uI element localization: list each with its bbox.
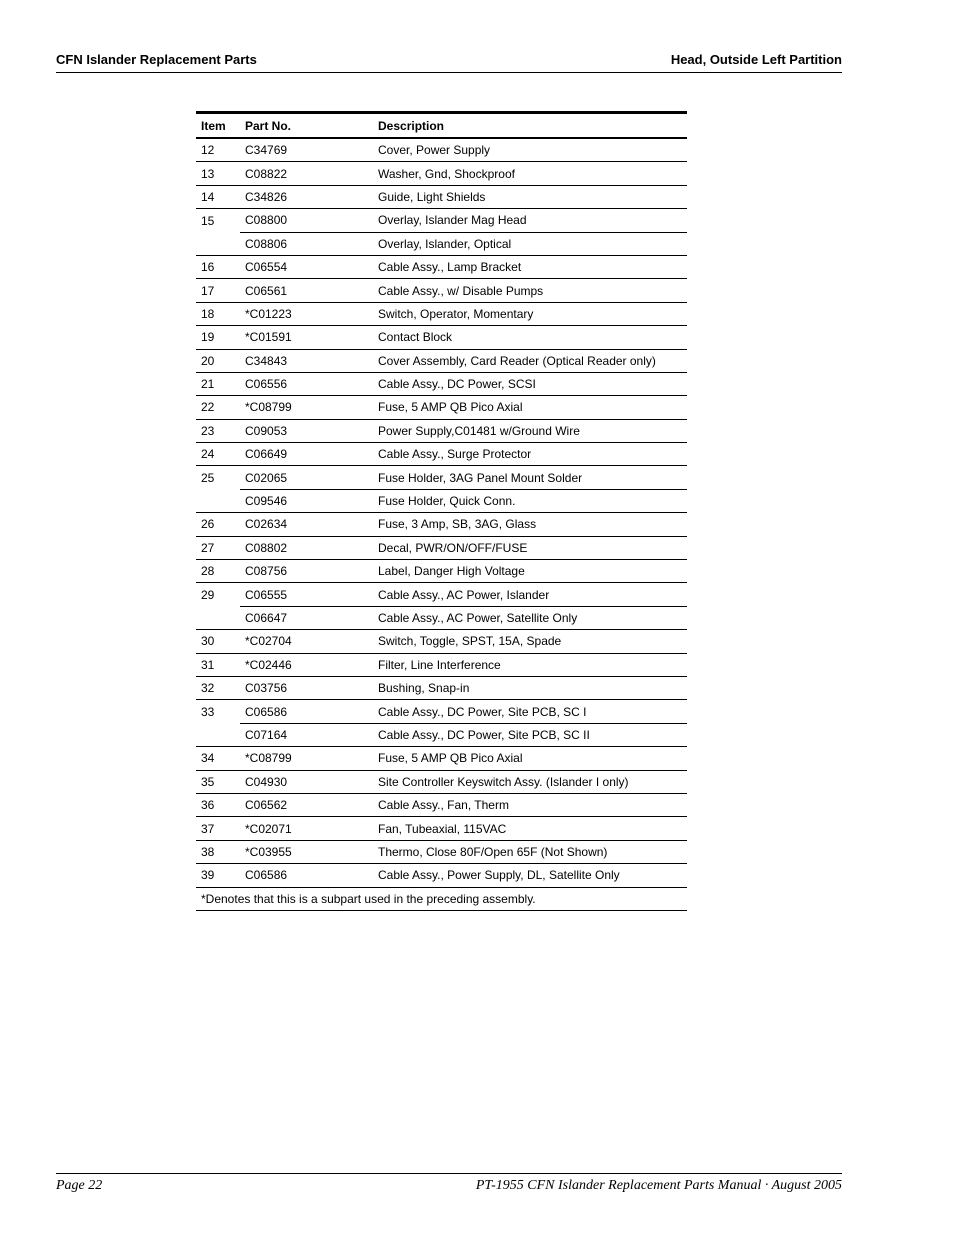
item-cell: 31 [196, 653, 240, 676]
parts-table [196, 111, 687, 911]
description-cell: Contact Block [373, 326, 687, 349]
table-row [196, 185, 687, 208]
table-row [196, 279, 687, 302]
part-number-cell: C02065 [240, 466, 373, 489]
part-number-cell: C06555 [240, 583, 373, 606]
item-cell: 19 [196, 326, 240, 349]
part-number-cell: C06649 [240, 443, 373, 466]
table-footnote-row [196, 887, 687, 910]
table-row [196, 209, 687, 232]
description-cell: Fuse Holder, Quick Conn. [373, 489, 687, 512]
description-cell: Cable Assy., DC Power, Site PCB, SC I [373, 700, 687, 723]
description-cell: Switch, Operator, Momentary [373, 302, 687, 325]
part-number-cell: C07164 [240, 723, 373, 746]
description-cell: Cable Assy., Power Supply, DL, Satellite Only [373, 864, 687, 887]
table-row [196, 560, 687, 583]
description-cell: Cable Assy., Lamp Bracket [373, 255, 687, 278]
item-cell [196, 606, 240, 629]
description-cell: Overlay, Islander Mag Head [373, 209, 687, 232]
description-cell: Switch, Toggle, SPST, 15A, Spade [373, 630, 687, 653]
item-cell: 32 [196, 676, 240, 699]
part-number-cell: C08806 [240, 232, 373, 255]
item-cell: 30 [196, 630, 240, 653]
page-header [56, 52, 842, 73]
item-cell: 33 [201, 704, 215, 719]
page-footer [56, 1173, 842, 1193]
item-cell: 12 [196, 138, 240, 162]
item-cell: 13 [196, 162, 240, 185]
description-cell: Overlay, Islander, Optical [373, 232, 687, 255]
description-cell: Site Controller Keyswitch Assy. (Islander I only) [373, 770, 687, 793]
item-cell: 29 [201, 587, 215, 602]
manual-title: PT-1955 CFN Islander Replacement Parts Manual · August 2005 [475, 1178, 842, 1193]
part-number-cell: *C02704 [240, 630, 373, 653]
column-header-description: Description [373, 113, 687, 139]
item-cell: 15 [201, 213, 215, 228]
item-cell: 38 [196, 840, 240, 863]
table-row [196, 840, 687, 863]
table-row [196, 630, 687, 653]
part-number-cell: C06561 [240, 279, 373, 302]
part-number-cell: C04930 [240, 770, 373, 793]
table-row [196, 443, 687, 466]
part-number-cell: *C03955 [240, 840, 373, 863]
table-row [196, 700, 687, 723]
description-cell: Label, Danger High Voltage [373, 560, 687, 583]
item-cell: 20 [196, 349, 240, 372]
table-row [196, 419, 687, 442]
table-row [196, 302, 687, 325]
description-cell: Cover, Power Supply [373, 138, 687, 162]
part-number-cell: *C02071 [240, 817, 373, 840]
item-cell: 22 [196, 396, 240, 419]
item-cell: 36 [196, 793, 240, 816]
description-cell: Power Supply,C01481 w/Ground Wire [373, 419, 687, 442]
table-row [196, 349, 687, 372]
item-cell: 17 [196, 279, 240, 302]
description-cell: Fuse, 5 AMP QB Pico Axial [373, 747, 687, 770]
part-number-cell: C34769 [240, 138, 373, 162]
table-row [196, 770, 687, 793]
item-cell: 39 [196, 864, 240, 887]
description-cell: Cable Assy., AC Power, Satellite Only [373, 606, 687, 629]
part-number-cell: *C08799 [240, 747, 373, 770]
item-cell: 16 [196, 255, 240, 278]
part-number-cell: C34826 [240, 185, 373, 208]
item-cell: 18 [196, 302, 240, 325]
item-cell: 14 [196, 185, 240, 208]
column-header-item: Item [196, 113, 240, 139]
item-cell [196, 723, 240, 746]
part-number-cell: C08800 [240, 209, 373, 232]
part-number-cell: C06562 [240, 793, 373, 816]
description-cell: Bushing, Snap-in [373, 676, 687, 699]
description-cell: Fuse, 3 Amp, SB, 3AG, Glass [373, 513, 687, 536]
description-cell: Cable Assy., Surge Protector [373, 443, 687, 466]
part-number-cell: C08822 [240, 162, 373, 185]
table-row [196, 372, 687, 395]
table-row [196, 747, 687, 770]
header-section: Head, Outside Left Partition [670, 52, 842, 67]
description-cell: Thermo, Close 80F/Open 65F (Not Shown) [373, 840, 687, 863]
table-row [196, 723, 687, 746]
description-cell: Filter, Line Interference [373, 653, 687, 676]
table-footnote: *Denotes that this is a subpart used in the preceding assembly. [196, 887, 687, 910]
table-row [196, 676, 687, 699]
item-cell: 23 [196, 419, 240, 442]
item-cell [196, 232, 240, 255]
table-row [196, 489, 687, 512]
item-cell: 21 [196, 372, 240, 395]
part-number-cell: *C08799 [240, 396, 373, 419]
part-number-cell: *C01591 [240, 326, 373, 349]
part-number-cell: C02634 [240, 513, 373, 536]
part-number-cell: C34843 [240, 349, 373, 372]
part-number-cell: C06556 [240, 372, 373, 395]
table-row [196, 162, 687, 185]
description-cell: Decal, PWR/ON/OFF/FUSE [373, 536, 687, 559]
item-cell: 35 [196, 770, 240, 793]
table-row [196, 817, 687, 840]
table-body [196, 138, 687, 910]
description-cell: Cable Assy., DC Power, SCSI [373, 372, 687, 395]
page-number: Page 22 [56, 1178, 103, 1193]
table-row [196, 536, 687, 559]
part-number-cell: *C01223 [240, 302, 373, 325]
description-cell: Cover Assembly, Card Reader (Optical Reader only) [373, 349, 687, 372]
item-cell: 37 [196, 817, 240, 840]
description-cell: Fuse Holder, 3AG Panel Mount Solder [373, 466, 687, 489]
item-cell: 28 [196, 560, 240, 583]
description-cell: Fan, Tubeaxial, 115VAC [373, 817, 687, 840]
table-row [196, 396, 687, 419]
table-row [196, 583, 687, 606]
item-cell: 27 [196, 536, 240, 559]
part-number-cell: C06647 [240, 606, 373, 629]
part-number-cell: C03756 [240, 676, 373, 699]
table-row [196, 653, 687, 676]
item-cell [196, 489, 240, 512]
description-cell: Guide, Light Shields [373, 185, 687, 208]
description-cell: Cable Assy., Fan, Therm [373, 793, 687, 816]
description-cell: Cable Assy., w/ Disable Pumps [373, 279, 687, 302]
part-number-cell: C09546 [240, 489, 373, 512]
item-cell: 24 [196, 443, 240, 466]
description-cell: Washer, Gnd, Shockproof [373, 162, 687, 185]
part-number-cell: C06554 [240, 255, 373, 278]
table-row [196, 255, 687, 278]
header-title: CFN Islander Replacement Parts [56, 52, 257, 67]
table-row [196, 864, 687, 887]
column-header-part-no: Part No. [240, 113, 373, 139]
description-cell: Fuse, 5 AMP QB Pico Axial [373, 396, 687, 419]
table-row [196, 326, 687, 349]
table-row [196, 138, 687, 162]
part-number-cell: C06586 [240, 700, 373, 723]
part-number-cell: C09053 [240, 419, 373, 442]
description-cell: Cable Assy., DC Power, Site PCB, SC II [373, 723, 687, 746]
part-number-cell: C06586 [240, 864, 373, 887]
part-number-cell: *C02446 [240, 653, 373, 676]
description-cell: Cable Assy., AC Power, Islander [373, 583, 687, 606]
table-row [196, 606, 687, 629]
table-row [196, 513, 687, 536]
part-number-cell: C08756 [240, 560, 373, 583]
part-number-cell: C08802 [240, 536, 373, 559]
table-header-row [196, 113, 687, 139]
table-row [196, 232, 687, 255]
item-cell: 34 [196, 747, 240, 770]
table-row [196, 793, 687, 816]
item-cell: 26 [196, 513, 240, 536]
table-row [196, 466, 687, 489]
item-cell: 25 [201, 470, 215, 485]
